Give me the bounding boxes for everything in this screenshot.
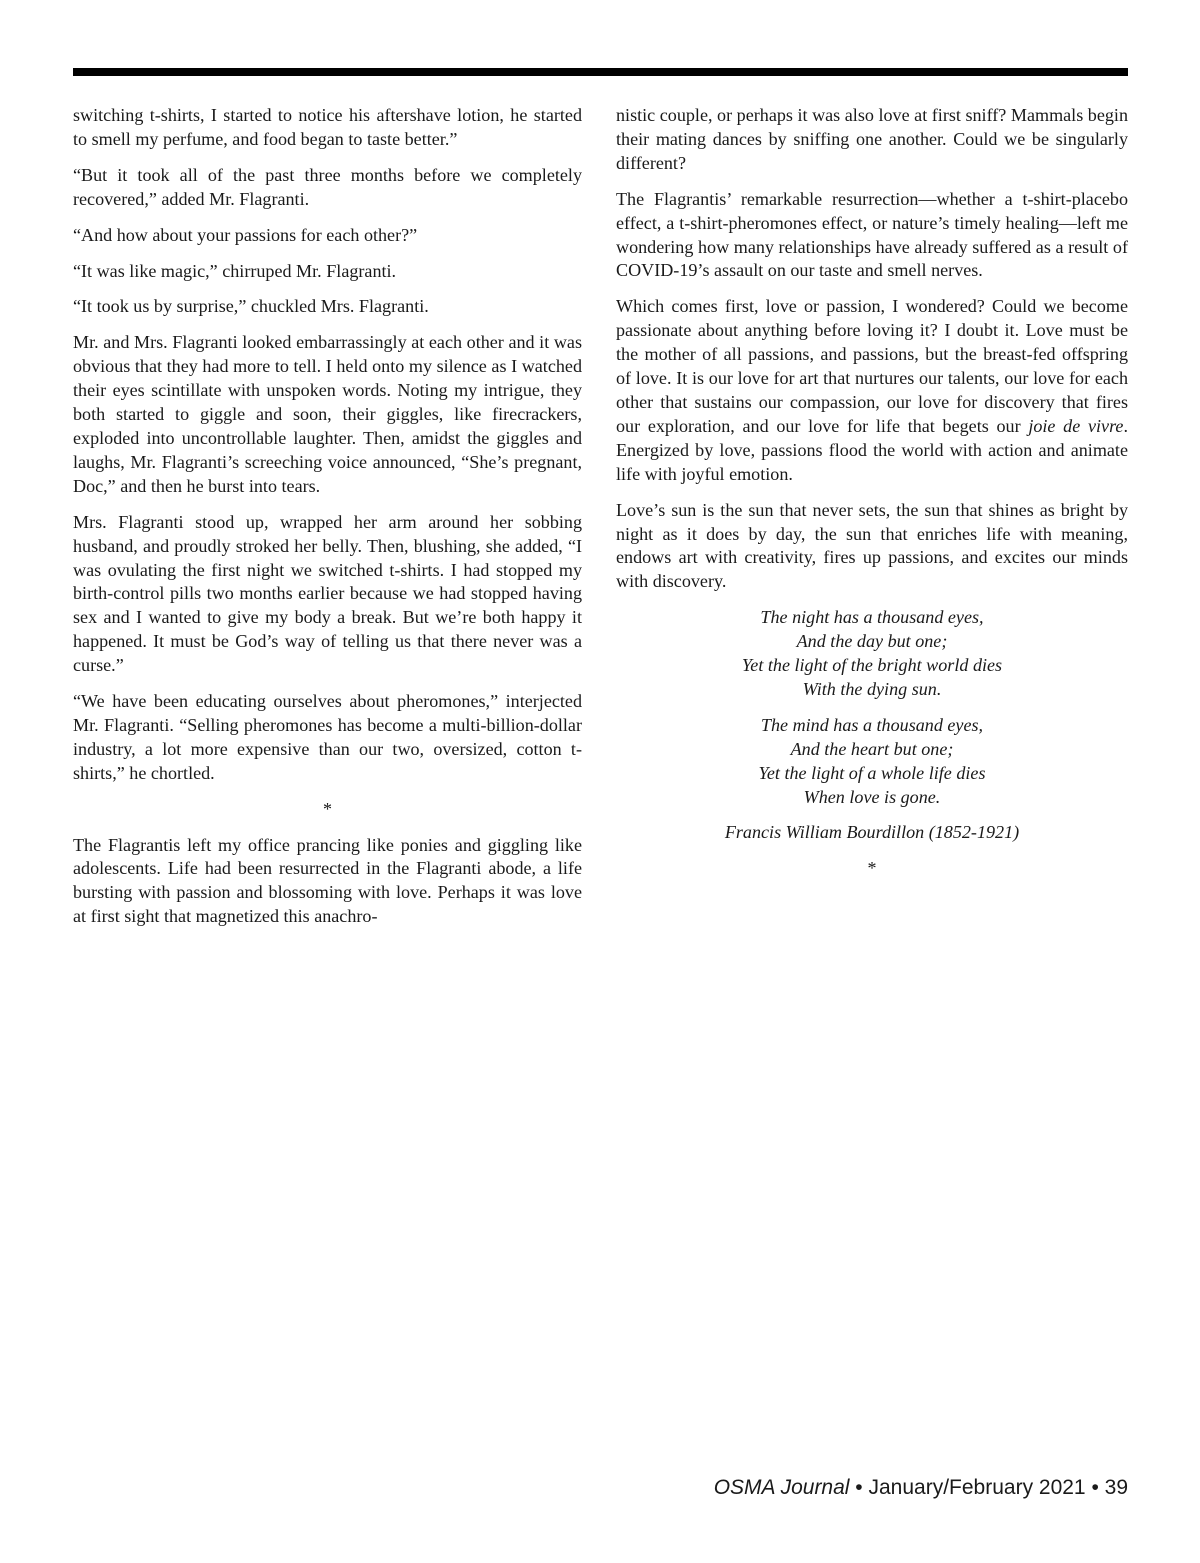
- italic-phrase: joie de vivre: [1028, 415, 1124, 436]
- poem-line: Yet the light of the bright world dies: [741, 655, 1003, 676]
- journal-name: OSMA Journal: [713, 1476, 850, 1499]
- poem-line: And the day but one;: [796, 631, 948, 652]
- poem-line: With the dying sun.: [802, 678, 942, 699]
- paragraph: The Flagrantis’ remarkable resurrection—whether a t-shirt-placebo effect, a t-shirt-pheromones effect, or nature’s timely healing—left me wondering how many relationships have already suffered as a result of COVID-19’s assault on our taste and smell nerves.: [616, 188, 1128, 281]
- paragraph: “It took us by surprise,” chuckled Mrs. Flagranti.: [73, 296, 429, 317]
- paragraph: Love’s sun is the sun that never sets, the sun that shines as bright by night as it does by day, the sun that enriches life with meaning, endows art with creativity, fires up passions, and excites our minds with discovery.: [616, 499, 1128, 592]
- issue-and-page: • January/February 2021 • 39: [849, 1476, 1128, 1499]
- poem-line: The mind has a thousand eyes,: [760, 714, 984, 735]
- paragraph: [616, 295, 1128, 486]
- paragraph: The Flagrantis left my office prancing like ponies and giggling like adolescents. Life had been resurrected in the Flagranti abode, a life bursting with passion and blossoming with love. Perhaps it was love at first sight that magnetized this anachro-: [73, 834, 582, 927]
- top-rule: [73, 68, 1128, 76]
- poem-attribution: Francis William Bourdillon (1852-1921): [724, 822, 1020, 843]
- paragraph-text: Which comes first, love or passion, I wondered? Could we become passionate about anything before loving it? I doubt it. Love must be the mother of all passions, and passions, but the breast-fed offspring of love. It is our love for art that nurtures our talents, our love for each other that sustains our compassion, our love for discovery that fires our exploration, and our love for life that begets our: [616, 296, 1128, 436]
- paragraph-text: . Energized by love, passions flood the world with action and animate life with joyful emotion.: [616, 415, 1128, 484]
- poem-line: And the heart but one;: [790, 738, 954, 759]
- section-separator: *: [867, 858, 877, 879]
- page-footer: [714, 1476, 1128, 1500]
- poem-line: Yet the light of a whole life dies: [758, 762, 986, 783]
- poem-stanza: [616, 606, 1128, 702]
- paragraph: nistic couple, or perhaps it was also love at first sniff? Mammals begin their mating dances by sniffing one another. Could we be singularly different?: [616, 105, 1128, 173]
- left-column: [73, 104, 582, 941]
- poem-stanza: [616, 714, 1128, 810]
- paragraph: switching t-shirts, I started to notice his aftershave lotion, he started to smell my perfume, and food began to taste better.”: [73, 105, 582, 149]
- poem-line: When love is gone.: [803, 786, 941, 807]
- paragraph: Mrs. Flagranti stood up, wrapped her arm around her sobbing husband, and proudly stroked her belly. Then, blushing, she added, “I was ovulating the first night we switched t-shirts. I had stopped my birth-control pills two months earlier because we had stopped having sex and I wanted to give my body a break. But we’re both happy it happened. It must be God’s way of telling us that there never was a curse.”: [73, 511, 582, 676]
- paragraph: “We have been educating ourselves about pheromones,” interjected Mr. Flagranti. “Selling pheromones has become a multi-billion-dollar industry, a lot more expensive than our two, oversized, cotton t-shirts,” he chortled.: [73, 691, 582, 783]
- paragraph: “And how about your passions for each other?”: [73, 224, 418, 245]
- paragraph: Mr. and Mrs. Flagranti looked embarrassingly at each other and it was obvious that they had more to tell. I held onto my silence as I watched their eyes scintillate with unspoken words. Noting my intrigue, they both started to giggle and soon, their giggles, like firecrackers, exploded into uncontrollable laughter. Then, amidst the giggles and laughs, Mr. Flagranti’s screeching voice announced, “She’s pregnant, Doc,” and then he burst into tears.: [73, 332, 582, 496]
- paragraph: “It was like magic,” chirruped Mr. Flagranti.: [73, 260, 397, 281]
- paragraph: “But it took all of the past three months before we completely recovered,” added Mr. Flagranti.: [73, 164, 582, 209]
- poem-line: The night has a thousand eyes,: [760, 607, 984, 628]
- right-column: [616, 104, 1128, 893]
- section-separator: *: [323, 798, 332, 819]
